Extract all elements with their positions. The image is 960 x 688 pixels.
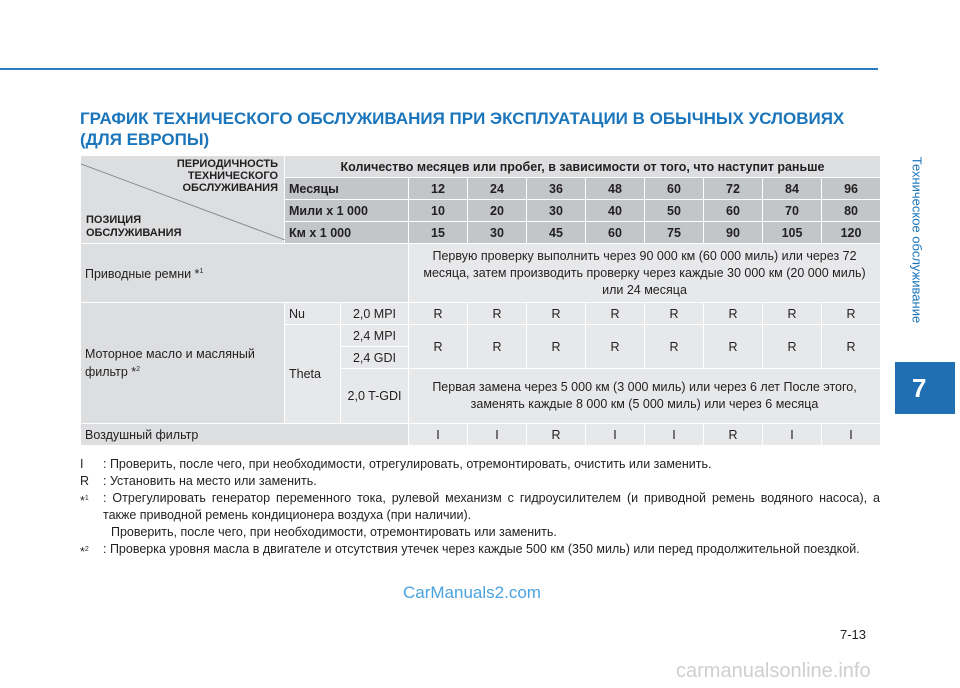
air-cell: I	[645, 424, 704, 446]
note-r: R : Установить на место или заменить.	[80, 474, 317, 488]
note-2: *$^2$ : Проверка уровня масла в двигателе и отсутствия утечек через каждые 500 км (350 миль) или перед продолжительной поездкой.	[80, 542, 860, 560]
engine-theta-2-4-gdi: 2,4 GDI	[341, 347, 409, 369]
air-cell: I	[409, 424, 468, 446]
months-cell: 12	[409, 178, 468, 200]
footer-watermark: carmanualsonline.info	[676, 660, 871, 682]
engine-nu-2-0-mpi: 2,0 MPI	[341, 303, 409, 325]
note-i: I : Проверить, после чего, при необходимости, отрегулировать, отремонтировать, очистить или заменить.	[80, 457, 712, 471]
watermark: CarManuals2.com	[403, 583, 541, 602]
page-number: 7-13	[840, 627, 867, 642]
oil-cell: R	[527, 303, 586, 325]
tgdi-schedule-text: Первая замена через 5 000 км (3 000 миль) или через 6 лет После этого, заменять каждые 8 000 км (5 000 миль) или через 6 месяца	[409, 369, 881, 424]
title-line-2: (ДЛЯ ЕВРОПЫ)	[80, 130, 210, 149]
air-cell: I	[822, 424, 881, 446]
miles-cell: 80	[822, 200, 881, 222]
air-cell: I	[468, 424, 527, 446]
engine-model-theta: Theta	[285, 325, 341, 424]
air-cell: I	[763, 424, 822, 446]
page-title	[80, 108, 880, 150]
miles-cell: 70	[763, 200, 822, 222]
chapter-tab: 7	[895, 362, 955, 414]
oil-nu-row	[81, 303, 881, 325]
maintenance-schedule-table	[80, 155, 881, 446]
belts-row	[81, 244, 881, 303]
belts-label: Приводные ремни *$^1$	[81, 244, 409, 303]
oil-cell: R	[645, 303, 704, 325]
oil-cell: R	[645, 325, 704, 369]
oil-cell: R	[763, 325, 822, 369]
miles-cell: 60	[704, 200, 763, 222]
months-cell: 72	[704, 178, 763, 200]
top-rule	[0, 68, 878, 70]
km-cell: 30	[468, 222, 527, 244]
air-filter-label: Воздушный фильтр	[81, 424, 409, 446]
corner-header-cell	[81, 156, 285, 244]
months-cell: 24	[468, 178, 527, 200]
miles-cell: 40	[586, 200, 645, 222]
oil-cell: R	[409, 303, 468, 325]
engine-theta-2-4-mpi: 2,4 MPI	[341, 325, 409, 347]
air-cell: R	[527, 424, 586, 446]
air-cell: R	[704, 424, 763, 446]
months-cell: 60	[645, 178, 704, 200]
months-label: Месяцы	[285, 178, 409, 200]
oil-cell: R	[527, 325, 586, 369]
km-cell: 60	[586, 222, 645, 244]
miles-label: Мили x 1 000	[285, 200, 409, 222]
air-filter-row	[81, 424, 881, 446]
legend-notes	[80, 456, 880, 558]
item-caption: ПОЗИЦИЯ ОБСЛУЖИВАНИЯ	[86, 214, 182, 239]
side-section-text: Техническое обслуживание	[909, 156, 925, 324]
belts-schedule-text: Первую проверку выполнить через 90 000 км (60 000 миль) или через 72 месяца, затем производить проверку через каждые 30 000 км (20 000 миль) или 24 месяца	[409, 244, 881, 303]
engine-theta-2-0-tgdi: 2,0 T-GDI	[341, 369, 409, 424]
months-cell: 96	[822, 178, 881, 200]
oil-cell: R	[704, 303, 763, 325]
km-cell: 45	[527, 222, 586, 244]
side-section-label	[905, 120, 929, 360]
oil-cell: R	[704, 325, 763, 369]
months-cell: 36	[527, 178, 586, 200]
oil-cell: R	[468, 325, 527, 369]
title-line-1: ГРАФИК ТЕХНИЧЕСКОГО ОБСЛУЖИВАНИЯ ПРИ ЭКСПЛУАТАЦИИ В ОБЫЧНЫХ УСЛОВИЯХ	[80, 109, 845, 128]
oil-cell: R	[822, 325, 881, 369]
oil-cell: R	[763, 303, 822, 325]
km-cell: 90	[704, 222, 763, 244]
km-cell: 120	[822, 222, 881, 244]
months-cell: 84	[763, 178, 822, 200]
oil-cell: R	[822, 303, 881, 325]
interval-header: Количество месяцев или пробег, в зависимости от того, что наступит раньше	[285, 156, 881, 178]
km-cell: 15	[409, 222, 468, 244]
engine-model-nu: Nu	[285, 303, 341, 325]
miles-cell: 20	[468, 200, 527, 222]
interval-caption: ПЕРИОДИЧНОСТЬ ТЕХНИЧЕСКОГО ОБСЛУЖИВАНИЯ	[176, 158, 278, 194]
note-1: *$^1$ : Отрегулировать генератор переменного тока, рулевой механизм с гидроусилителем (и приводной ремень водяного насоса), а также приводной ремень кондиционера воздуха (при наличии). Проверить, после чего, при необходимости, отремонтировать или заменить.	[80, 491, 880, 539]
km-cell: 105	[763, 222, 822, 244]
months-cell: 48	[586, 178, 645, 200]
km-label: Км x 1 000	[285, 222, 409, 244]
oil-label: Моторное масло и масляный фильтр *$^2$	[81, 303, 285, 424]
miles-cell: 30	[527, 200, 586, 222]
oil-cell: R	[409, 325, 468, 369]
oil-cell: R	[586, 303, 645, 325]
km-cell: 75	[645, 222, 704, 244]
table-row	[81, 156, 881, 178]
miles-cell: 10	[409, 200, 468, 222]
oil-cell: R	[586, 325, 645, 369]
oil-cell: R	[468, 303, 527, 325]
miles-cell: 50	[645, 200, 704, 222]
air-cell: I	[586, 424, 645, 446]
